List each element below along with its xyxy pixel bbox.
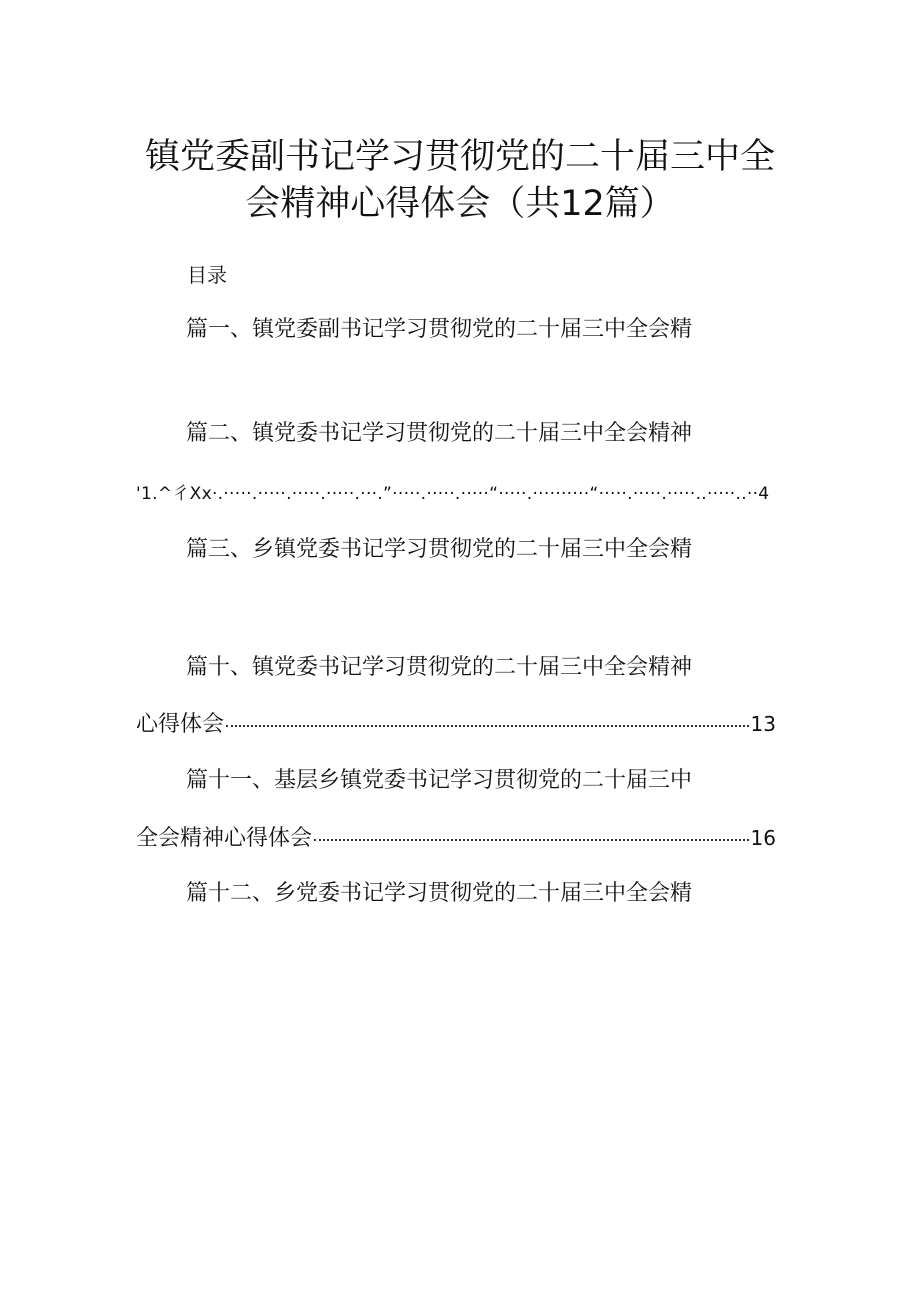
document-title-line-1: 镇党委副书记学习贯彻党的二十届三中全 [144,137,775,177]
toc-entry-text: 心得体会 [136,712,225,737]
toc-entry-text: 全会精神心得体会 [136,826,313,851]
toc-entry-10[interactable]: 篇十、镇党委书记学习贯彻党的二十届三中全会精神 [186,655,693,680]
toc-entry-2-continuation: '1.^彳Xx·.·····.·····.·····.·····.···.”·····.·····.·····“·····.··········“·····.·····.·····..·····..··4 [136,484,770,504]
toc-entry-11[interactable]: 篇十一、基层乡镇党委书记学习贯彻党的二十届三中 [186,768,693,793]
toc-entry-12[interactable]: 篇十二、乡党委书记学习贯彻党的二十届三中全会精 [186,881,693,906]
dot-leader [314,839,749,841]
dot-leader [226,725,749,727]
toc-heading: 目录 [187,263,227,287]
toc-page-number: 13 [750,712,776,736]
toc-entry-2[interactable]: 篇二、镇党委书记学习贯彻党的二十届三中全会精神 [186,421,693,446]
document-title-line-2: 会精神心得体会（共12篇） [245,184,675,224]
toc-entry-10-continuation[interactable] [136,710,776,739]
toc-entry-11-continuation[interactable] [136,824,776,853]
toc-entry-3[interactable]: 篇三、乡镇党委书记学习贯彻党的二十届三中全会精 [186,537,693,562]
toc-entry-1[interactable]: 篇一、镇党委副书记学习贯彻党的二十届三中全会精 [186,317,693,342]
toc-page-number: 16 [750,826,776,850]
